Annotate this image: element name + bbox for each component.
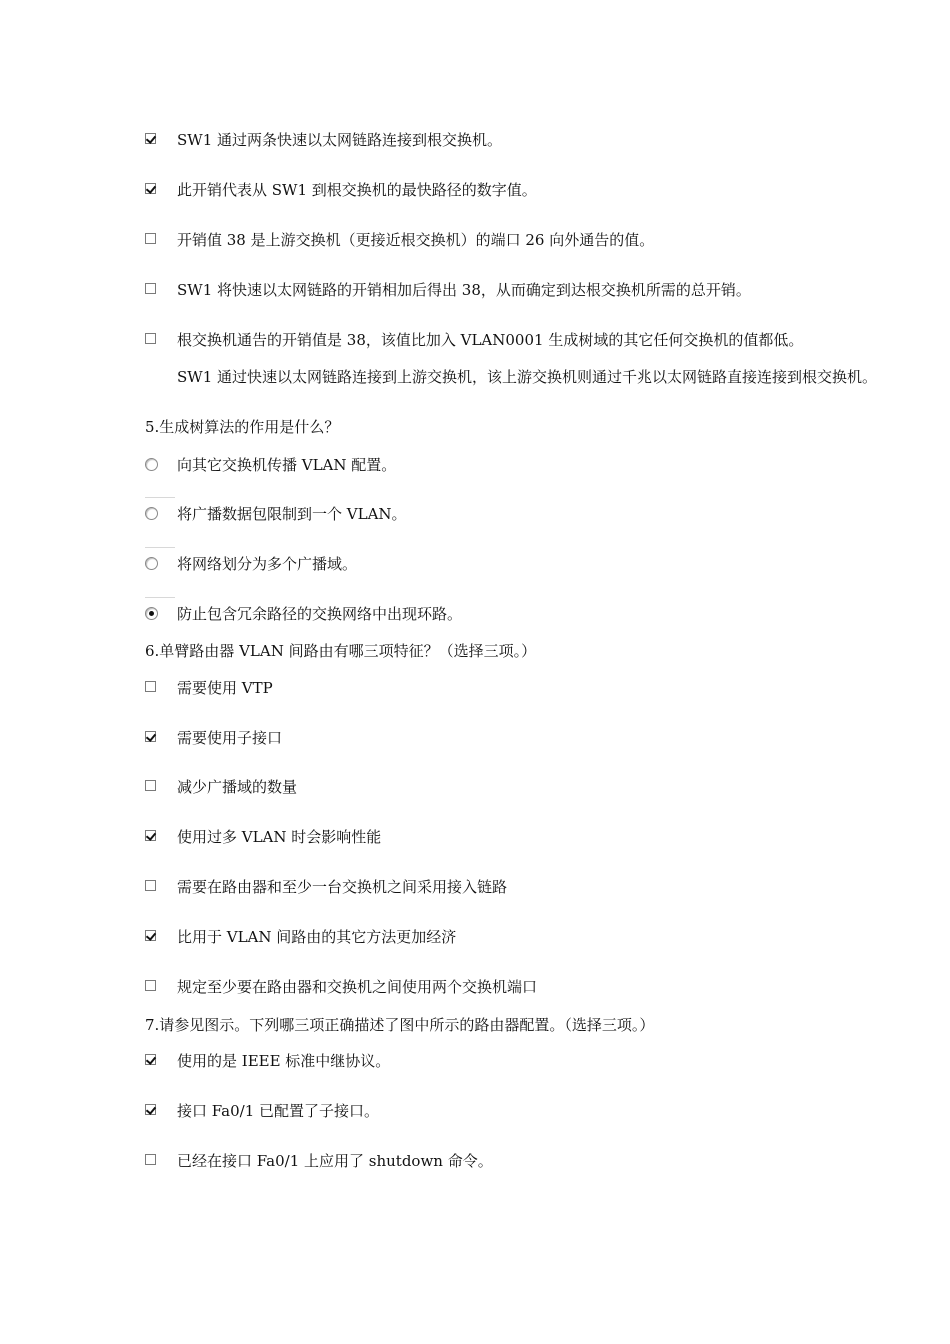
checkbox-checked[interactable] — [145, 183, 156, 194]
q4-explanation: SW1 通过快速以太网链路连接到上游交换机，该上游交换机则通过千兆以太网链路直接连接到根交换机。 — [177, 368, 878, 386]
checkbox-unchecked[interactable] — [145, 333, 156, 344]
radio-unselected[interactable] — [145, 507, 158, 520]
checkbox-unchecked[interactable] — [145, 681, 156, 692]
option-text: SW1 将快速以太网链路的开销相加后得出 38，从而确定到达根交换机所需的总开销。 — [177, 281, 751, 299]
checkbox-checked[interactable] — [145, 1054, 156, 1065]
option-text: 规定至少要在路由器和交换机之间使用两个交换机端口 — [177, 978, 538, 996]
option-text: 使用的是 IEEE 标准中继协议。 — [177, 1052, 391, 1070]
radio-unselected[interactable] — [145, 557, 158, 570]
option-text: 向其它交换机传播 VLAN 配置。 — [177, 456, 397, 474]
option-text: 此开销代表从 SW1 到根交换机的最快路径的数字值。 — [177, 181, 537, 199]
checkbox-unchecked[interactable] — [145, 233, 156, 244]
checkbox-unchecked[interactable] — [145, 780, 156, 791]
question-7: 7.请参见图示。下列哪三项正确描述了图中所示的路由器配置。（选择三项。） — [145, 1016, 655, 1034]
question-6: 6.单臂路由器 VLAN 间路由有哪三项特征？（选择三项。） — [145, 642, 537, 660]
checkbox-unchecked[interactable] — [145, 1154, 156, 1165]
option-text: 将广播数据包限制到一个 VLAN。 — [177, 505, 407, 523]
radio-unselected[interactable] — [145, 458, 158, 471]
checkbox-checked[interactable] — [145, 830, 156, 841]
checkbox-unchecked[interactable] — [145, 880, 156, 891]
option-text: 需要使用子接口 — [177, 729, 283, 747]
radio-selected[interactable] — [145, 607, 158, 620]
checkbox-unchecked[interactable] — [145, 283, 156, 294]
checkbox-checked[interactable] — [145, 731, 156, 742]
checkbox-checked[interactable] — [145, 133, 156, 144]
option-text: SW1 通过两条快速以太网链路连接到根交换机。 — [177, 131, 503, 149]
option-text: 开销值 38 是上游交换机（更接近根交换机）的端口 26 向外通告的值。 — [177, 231, 655, 249]
option-text: 需要使用 VTP — [177, 679, 273, 697]
checkbox-checked[interactable] — [145, 930, 156, 941]
option-text: 防止包含冗余路径的交换网络中出现环路。 — [177, 605, 463, 623]
option-text: 接口 Fa0/1 已配置了子接口。 — [177, 1102, 380, 1120]
option-text: 根交换机通告的开销值是 38，该值比加入 VLAN0001 生成树域的其它任何交换机的值都低。 — [177, 331, 804, 349]
option-text: 减少广播域的数量 — [177, 778, 298, 796]
divider — [145, 497, 175, 498]
option-text: 将网络划分为多个广播域。 — [177, 555, 358, 573]
option-text: 已经在接口 Fa0/1 上应用了 shutdown 命令。 — [177, 1152, 493, 1170]
option-text: 比用于 VLAN 间路由的其它方法更加经济 — [177, 928, 457, 946]
checkbox-checked[interactable] — [145, 1104, 156, 1115]
option-text: 使用过多 VLAN 时会影响性能 — [177, 828, 382, 846]
question-5: 5.生成树算法的作用是什么？ — [145, 418, 340, 436]
checkbox-unchecked[interactable] — [145, 980, 156, 991]
option-text: 需要在路由器和至少一台交换机之间采用接入链路 — [177, 878, 508, 896]
divider — [145, 597, 175, 598]
divider — [145, 547, 175, 548]
